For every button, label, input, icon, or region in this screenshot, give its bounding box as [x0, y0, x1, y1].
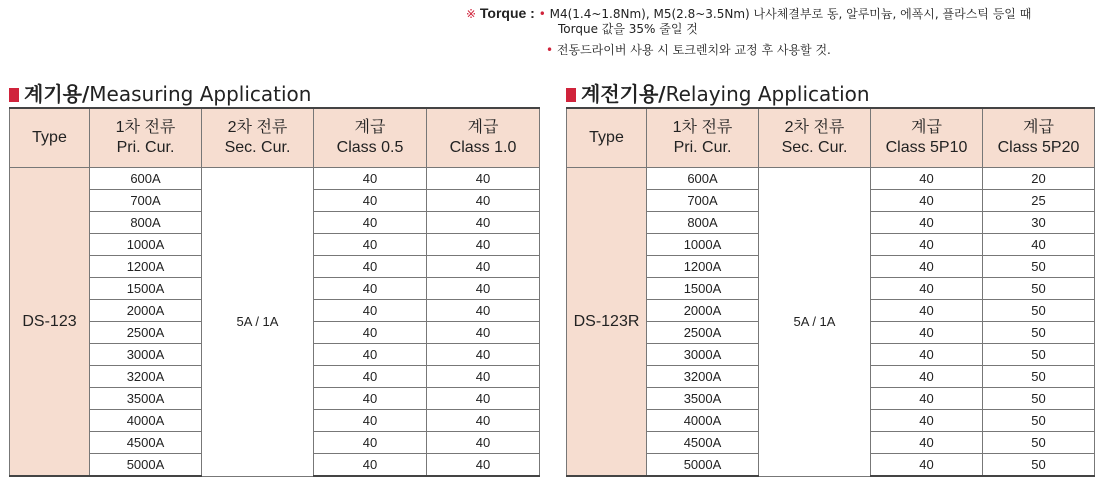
class-1-cell: 40 [314, 168, 427, 190]
header-row [10, 108, 540, 168]
class-1-cell: 40 [871, 256, 983, 278]
torque-note-line2 [546, 43, 831, 58]
measuring-title-ko: 계기용 [24, 82, 82, 106]
header-class-2: 계급 Class 1.0 [427, 108, 540, 168]
class-1-cell: 40 [314, 366, 427, 388]
relaying-title [566, 78, 870, 107]
primary-current-cell: 4000A [90, 410, 202, 432]
header-type: Type [10, 108, 90, 168]
red-square-icon [566, 88, 576, 102]
torque-label: Torque : [479, 5, 535, 21]
title-separator: / [658, 82, 666, 106]
primary-current-cell: 2500A [90, 322, 202, 344]
header-secondary-current: 2차 전류 Sec. Cur. [759, 108, 871, 168]
model-cell: DS-123R [567, 168, 647, 477]
secondary-current-cell: 5A / 1A [759, 168, 871, 477]
class-2-cell: 25 [983, 190, 1095, 212]
primary-current-cell: 2000A [90, 300, 202, 322]
header-row [567, 108, 1095, 168]
title-separator: / [81, 82, 90, 106]
class-2-cell: 40 [427, 278, 540, 300]
header-secondary-current: 2차 전류 Sec. Cur. [202, 108, 314, 168]
class-2-cell: 40 [427, 234, 540, 256]
class-1-cell: 40 [871, 168, 983, 190]
measuring-title [9, 78, 311, 107]
relaying-title-ko: 계전기용 [581, 82, 659, 106]
class-1-cell: 40 [314, 322, 427, 344]
class-1-cell: 40 [871, 432, 983, 454]
primary-current-cell: 600A [90, 168, 202, 190]
class-1-cell: 40 [871, 454, 983, 477]
class-2-cell: 20 [983, 168, 1095, 190]
class-1-cell: 40 [314, 234, 427, 256]
class-2-cell: 50 [983, 366, 1095, 388]
class-2-cell: 50 [983, 388, 1095, 410]
bullet-icon: • [538, 7, 546, 21]
primary-current-cell: 1200A [90, 256, 202, 278]
primary-current-cell: 3000A [647, 344, 759, 366]
measuring-title-en: Measuring Application [89, 82, 312, 106]
primary-current-cell: 1500A [90, 278, 202, 300]
primary-current-cell: 5000A [90, 454, 202, 477]
torque-text-2: 전동드라이버 사용 시 토크렌치와 교정 후 사용할 것. [556, 43, 831, 57]
primary-current-cell: 2500A [647, 322, 759, 344]
class-2-cell: 40 [983, 234, 1095, 256]
torque-note-line1 [466, 6, 1031, 22]
torque-note-line1b [558, 22, 698, 37]
class-1-cell: 40 [871, 212, 983, 234]
class-1-cell: 40 [871, 322, 983, 344]
class-1-cell: 40 [314, 278, 427, 300]
class-1-cell: 40 [314, 344, 427, 366]
class-2-cell: 50 [983, 410, 1095, 432]
red-square-icon [9, 88, 19, 102]
primary-current-cell: 3200A [647, 366, 759, 388]
primary-current-cell: 700A [90, 190, 202, 212]
torque-text-1b: Torque 값을 35% 줄일 것 [558, 22, 698, 36]
primary-current-cell: 600A [647, 168, 759, 190]
class-2-cell: 40 [427, 410, 540, 432]
relaying-table [566, 107, 1095, 477]
class-2-cell: 40 [427, 256, 540, 278]
class-2-cell: 40 [427, 190, 540, 212]
primary-current-cell: 3200A [90, 366, 202, 388]
torque-text-1: M4(1.4~1.8Nm), M5(2.8~3.5Nm) 나사체결부로 동, 알루미늄, 에폭시, 플라스틱 등일 때 [549, 7, 1032, 21]
primary-current-cell: 700A [647, 190, 759, 212]
primary-current-cell: 3500A [647, 388, 759, 410]
class-1-cell: 40 [871, 234, 983, 256]
class-1-cell: 40 [314, 256, 427, 278]
primary-current-cell: 4500A [647, 432, 759, 454]
class-1-cell: 40 [314, 432, 427, 454]
class-2-cell: 40 [427, 344, 540, 366]
class-2-cell: 50 [983, 300, 1095, 322]
header-class-1: 계급 Class 5P10 [871, 108, 983, 168]
primary-current-cell: 4500A [90, 432, 202, 454]
class-2-cell: 50 [983, 256, 1095, 278]
class-2-cell: 40 [427, 168, 540, 190]
primary-current-cell: 3000A [90, 344, 202, 366]
reference-mark: ※ [466, 7, 477, 21]
table-row [567, 168, 1095, 190]
model-cell: DS-123 [10, 168, 90, 477]
primary-current-cell: 800A [90, 212, 202, 234]
primary-current-cell: 1000A [647, 234, 759, 256]
class-2-cell: 30 [983, 212, 1095, 234]
header-primary-current: 1차 전류 Pri. Cur. [647, 108, 759, 168]
class-2-cell: 50 [983, 454, 1095, 477]
class-2-cell: 50 [983, 322, 1095, 344]
header-type: Type [567, 108, 647, 168]
primary-current-cell: 3500A [90, 388, 202, 410]
class-1-cell: 40 [314, 410, 427, 432]
primary-current-cell: 1200A [647, 256, 759, 278]
class-2-cell: 40 [427, 366, 540, 388]
primary-current-cell: 1000A [90, 234, 202, 256]
class-1-cell: 40 [871, 190, 983, 212]
class-1-cell: 40 [871, 410, 983, 432]
class-2-cell: 40 [427, 388, 540, 410]
class-2-cell: 50 [983, 278, 1095, 300]
header-class-1: 계급 Class 0.5 [314, 108, 427, 168]
class-2-cell: 40 [427, 454, 540, 477]
class-1-cell: 40 [871, 388, 983, 410]
class-2-cell: 50 [983, 344, 1095, 366]
class-1-cell: 40 [314, 300, 427, 322]
primary-current-cell: 5000A [647, 454, 759, 477]
class-1-cell: 40 [871, 278, 983, 300]
bullet-icon: • [546, 43, 554, 57]
class-2-cell: 40 [427, 432, 540, 454]
class-1-cell: 40 [314, 212, 427, 234]
measuring-table [9, 107, 540, 477]
table-row [10, 168, 540, 190]
primary-current-cell: 2000A [647, 300, 759, 322]
class-1-cell: 40 [871, 300, 983, 322]
class-1-cell: 40 [314, 190, 427, 212]
primary-current-cell: 800A [647, 212, 759, 234]
class-2-cell: 40 [427, 300, 540, 322]
header-primary-current: 1차 전류 Pri. Cur. [90, 108, 202, 168]
secondary-current-cell: 5A / 1A [202, 168, 314, 477]
primary-current-cell: 4000A [647, 410, 759, 432]
class-1-cell: 40 [314, 388, 427, 410]
class-1-cell: 40 [871, 344, 983, 366]
header-class-2: 계급 Class 5P20 [983, 108, 1095, 168]
class-1-cell: 40 [314, 454, 427, 477]
class-2-cell: 50 [983, 432, 1095, 454]
class-1-cell: 40 [871, 366, 983, 388]
relaying-title-en: Relaying Application [665, 82, 870, 106]
class-2-cell: 40 [427, 322, 540, 344]
class-2-cell: 40 [427, 212, 540, 234]
primary-current-cell: 1500A [647, 278, 759, 300]
